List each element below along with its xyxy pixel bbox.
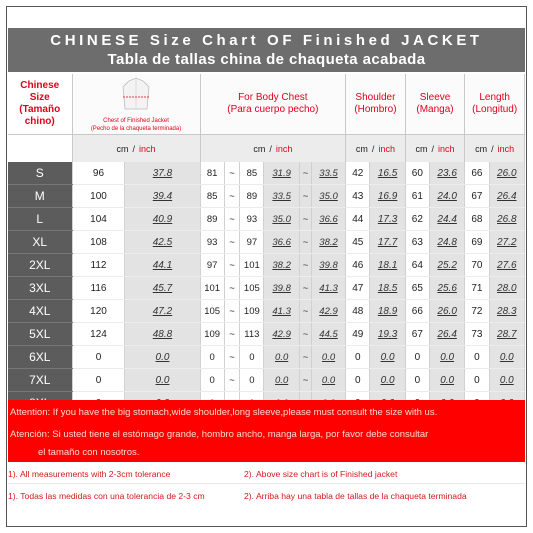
sleeve-cm: 64	[405, 254, 429, 277]
shoulder-inch: 16.5	[370, 162, 405, 185]
header-chest-finished-label: Chest of Finished Jacket	[103, 118, 169, 124]
chest-finished-cm: 120	[72, 300, 125, 323]
sleeve-inch: 25.6	[430, 277, 465, 300]
unit-slash: /	[491, 143, 494, 154]
length-inch: 27.2	[489, 231, 524, 254]
chest-finished-cm: 96	[72, 162, 125, 185]
body-chest-min-cm: 89	[200, 208, 224, 231]
body-chest-max-inch: 42.9	[311, 300, 345, 323]
header-length	[465, 74, 525, 135]
header-chest-finished-label-es: (Pecho de la chaqueta terminada)	[90, 126, 182, 132]
unit-inch: inch	[275, 143, 293, 154]
length-inch: 28.7	[489, 323, 524, 346]
table-row	[8, 208, 525, 231]
length-inch: 26.0	[489, 162, 524, 185]
body-chest-range-sep: ~	[224, 162, 239, 185]
chest-finished-inch: 42.5	[125, 231, 200, 254]
chest-finished-cm: 116	[72, 277, 125, 300]
size-cell: 3XL	[8, 277, 72, 300]
chart-title-banner	[8, 28, 525, 72]
note-1-english: 1). All measurements with 2-3cm tolerance	[8, 469, 171, 479]
sleeve-cm: 65	[405, 277, 429, 300]
header-body-chest	[200, 74, 346, 135]
shoulder-cm: 0	[346, 346, 370, 369]
length-cm: 72	[465, 300, 489, 323]
header-size-line2: Size	[29, 92, 50, 103]
shoulder-cm: 43	[346, 185, 370, 208]
body-chest-inch-sep: ~	[299, 323, 311, 346]
body-chest-min-cm: 85	[200, 185, 224, 208]
body-chest-range-sep: ~	[224, 323, 239, 346]
body-chest-max-cm: 93	[240, 208, 264, 231]
length-cm: 67	[465, 185, 489, 208]
sleeve-inch: 23.6	[430, 162, 465, 185]
length-cm: 0	[465, 369, 489, 392]
table-row	[8, 346, 525, 369]
body-chest-inch-sep: ~	[299, 277, 311, 300]
unit-inch: inch	[378, 143, 395, 154]
header-sleeve	[405, 74, 465, 135]
body-chest-max-inch: 44.5	[311, 323, 345, 346]
body-chest-max-inch: 36.6	[311, 208, 345, 231]
chart-title-spanish: Tabla de tallas china de chaqueta acabada	[107, 51, 426, 68]
unit-slash: /	[431, 143, 435, 154]
sleeve-cm: 66	[405, 300, 429, 323]
size-table	[8, 74, 525, 438]
body-chest-inch-sep: ~	[299, 300, 311, 323]
body-chest-min-cm: 81	[200, 162, 224, 185]
shoulder-inch: 16.9	[370, 185, 405, 208]
header-shoulder-label-es: (Hombro)	[354, 104, 397, 115]
body-chest-max-cm: 89	[240, 185, 264, 208]
units-shoulder	[346, 135, 406, 163]
body-chest-min-inch: 33.5	[264, 185, 299, 208]
chest-finished-inch: 40.9	[125, 208, 200, 231]
body-chest-max-inch: 0.0	[311, 369, 345, 392]
table-row	[8, 277, 525, 300]
header-sleeve-label: Sleeve	[419, 92, 451, 103]
header-length-label-es: (Longitud)	[472, 104, 518, 115]
body-chest-inch-sep: ~	[299, 231, 311, 254]
length-cm: 0	[465, 346, 489, 369]
attention-spanish-line2: el tamaño con nosotros.	[38, 447, 140, 458]
length-inch: 26.4	[489, 185, 524, 208]
chest-finished-cm: 100	[72, 185, 125, 208]
shoulder-inch: 0.0	[370, 369, 405, 392]
header-size	[8, 74, 72, 135]
size-cell: XL	[8, 231, 72, 254]
header-length-label: Length	[479, 92, 510, 103]
body-chest-inch-sep: ~	[299, 185, 311, 208]
length-inch: 28.3	[489, 300, 524, 323]
body-chest-min-inch: 36.6	[264, 231, 299, 254]
note-2-english: 2). Above size chart is of Finished jacket	[244, 469, 398, 479]
unit-slash: /	[269, 143, 272, 154]
header-size-line1: Chinese	[20, 80, 60, 91]
unit-cm: cm	[253, 143, 266, 154]
body-chest-range-sep: ~	[224, 231, 239, 254]
body-chest-min-cm: 0	[200, 369, 224, 392]
shoulder-cm: 42	[346, 162, 370, 185]
body-chest-max-cm: 113	[240, 323, 264, 346]
shoulder-inch: 17.7	[370, 231, 405, 254]
length-cm: 71	[465, 277, 489, 300]
header-shoulder	[346, 74, 406, 135]
sleeve-inch: 26.4	[430, 323, 465, 346]
note-1-spanish: 1). Todas las medidas con una tolerancia de 2-3 cm	[8, 491, 205, 501]
unit-cm: cm	[415, 143, 428, 154]
length-cm: 68	[465, 208, 489, 231]
sleeve-inch: 0.0	[430, 369, 465, 392]
unit-inch: inch	[139, 143, 156, 154]
body-chest-min-inch: 41.3	[264, 300, 299, 323]
shoulder-cm: 48	[346, 300, 370, 323]
chest-finished-cm: 0	[72, 346, 125, 369]
shoulder-inch: 17.3	[370, 208, 405, 231]
sleeve-inch: 0.0	[430, 346, 465, 369]
header-body-chest-label-es: (Para cuerpo pecho)	[227, 104, 319, 115]
unit-cm: cm	[475, 143, 488, 154]
size-cell: S	[8, 162, 72, 185]
length-inch: 27.6	[489, 254, 524, 277]
shoulder-cm: 49	[346, 323, 370, 346]
body-chest-min-cm: 109	[200, 323, 224, 346]
body-chest-inch-sep: ~	[299, 162, 311, 185]
units-body-chest	[200, 135, 346, 163]
units-size-blank	[8, 135, 72, 163]
size-cell: 6XL	[8, 346, 72, 369]
sleeve-cm: 0	[405, 346, 429, 369]
header-sleeve-label-es: (Manga)	[416, 104, 454, 115]
attention-spanish-line1: Atención: Si usted tiene el estómago grande, hombro ancho, manga larga, por favor debe consultar	[10, 429, 429, 440]
note-2-spanish: 2). Arriba hay una tabla de tallas de la chaqueta terminada	[244, 491, 467, 501]
header-body-chest-label: For Body Chest	[238, 92, 308, 103]
table-header-row	[8, 74, 525, 135]
shoulder-inch: 18.1	[370, 254, 405, 277]
body-chest-min-inch: 0.0	[264, 369, 299, 392]
header-chest-finished	[72, 74, 200, 135]
sleeve-cm: 62	[405, 208, 429, 231]
unit-cm: cm	[355, 143, 368, 154]
attention-english: Attention: If you have the big stomach,wide shoulder,long sleeve,please must consult the size with us.	[10, 407, 438, 418]
chest-finished-cm: 124	[72, 323, 125, 346]
body-chest-range-sep: ~	[224, 300, 239, 323]
length-cm: 70	[465, 254, 489, 277]
body-chest-max-inch: 41.3	[311, 277, 345, 300]
body-chest-min-inch: 35.0	[264, 208, 299, 231]
length-inch: 0.0	[489, 346, 524, 369]
chest-finished-cm: 112	[72, 254, 125, 277]
body-chest-max-cm: 109	[240, 300, 264, 323]
body-chest-range-sep: ~	[224, 185, 239, 208]
shoulder-inch: 19.3	[370, 323, 405, 346]
body-chest-inch-sep: ~	[299, 346, 311, 369]
body-chest-max-inch: 39.8	[311, 254, 345, 277]
size-cell: M	[8, 185, 72, 208]
chest-finished-cm: 0	[72, 369, 125, 392]
body-chest-min-inch: 31.9	[264, 162, 299, 185]
body-chest-range-sep: ~	[224, 208, 239, 231]
body-chest-max-cm: 0	[240, 346, 264, 369]
shoulder-cm: 47	[346, 277, 370, 300]
units-length	[465, 135, 525, 163]
jacket-figure-icon	[119, 75, 153, 115]
table-row	[8, 185, 525, 208]
units-chest-finished	[72, 135, 200, 163]
table-row	[8, 231, 525, 254]
body-chest-min-cm: 97	[200, 254, 224, 277]
body-chest-max-cm: 101	[240, 254, 264, 277]
chest-finished-cm: 108	[72, 231, 125, 254]
table-row	[8, 254, 525, 277]
chest-finished-inch: 37.8	[125, 162, 200, 185]
sleeve-cm: 67	[405, 323, 429, 346]
body-chest-inch-sep: ~	[299, 254, 311, 277]
body-chest-inch-sep: ~	[299, 369, 311, 392]
body-chest-max-cm: 97	[240, 231, 264, 254]
body-chest-max-inch: 38.2	[311, 231, 345, 254]
shoulder-inch: 18.9	[370, 300, 405, 323]
chest-finished-inch: 39.4	[125, 185, 200, 208]
body-chest-min-inch: 0.0	[264, 346, 299, 369]
body-chest-min-cm: 0	[200, 346, 224, 369]
body-chest-max-cm: 0	[240, 369, 264, 392]
size-cell: 5XL	[8, 323, 72, 346]
chart-title-english: CHINESE Size Chart OF Finished JACKET	[50, 32, 483, 49]
shoulder-cm: 46	[346, 254, 370, 277]
header-size-line3: (Tamaño	[19, 104, 61, 115]
header-shoulder-label: Shoulder	[355, 92, 396, 103]
sleeve-inch: 24.8	[430, 231, 465, 254]
attention-banner	[8, 400, 525, 462]
sleeve-inch: 24.4	[430, 208, 465, 231]
table-row	[8, 162, 525, 185]
length-inch: 0.0	[489, 369, 524, 392]
shoulder-cm: 44	[346, 208, 370, 231]
body-chest-inch-sep: ~	[299, 208, 311, 231]
shoulder-inch: 0.0	[370, 346, 405, 369]
unit-slash: /	[132, 143, 135, 154]
unit-inch: inch	[438, 143, 455, 154]
length-inch: 28.0	[489, 277, 524, 300]
unit-inch: inch	[497, 143, 515, 154]
body-chest-range-sep: ~	[224, 254, 239, 277]
length-cm: 69	[465, 231, 489, 254]
notes-divider	[8, 483, 525, 484]
sleeve-inch: 26.0	[430, 300, 465, 323]
size-cell: 7XL	[8, 369, 72, 392]
length-inch: 26.8	[489, 208, 524, 231]
sleeve-cm: 63	[405, 231, 429, 254]
length-cm: 66	[465, 162, 489, 185]
body-chest-max-cm: 105	[240, 277, 264, 300]
chest-finished-inch: 47.2	[125, 300, 200, 323]
body-chest-min-inch: 42.9	[264, 323, 299, 346]
shoulder-inch: 18.5	[370, 277, 405, 300]
body-chest-max-inch: 33.5	[311, 162, 345, 185]
body-chest-range-sep: ~	[224, 346, 239, 369]
size-cell: L	[8, 208, 72, 231]
body-chest-min-inch: 38.2	[264, 254, 299, 277]
body-chest-max-inch: 35.0	[311, 185, 345, 208]
body-chest-max-cm: 85	[240, 162, 264, 185]
unit-cm: cm	[116, 143, 129, 154]
size-cell: 4XL	[8, 300, 72, 323]
length-cm: 73	[465, 323, 489, 346]
chest-finished-inch: 48.8	[125, 323, 200, 346]
unit-slash: /	[371, 143, 375, 154]
chest-finished-cm: 104	[72, 208, 125, 231]
notes-section	[8, 466, 525, 526]
table-row	[8, 369, 525, 392]
sleeve-inch: 25.2	[430, 254, 465, 277]
table-row	[8, 323, 525, 346]
sleeve-cm: 0	[405, 369, 429, 392]
sleeve-cm: 61	[405, 185, 429, 208]
chest-finished-inch: 0.0	[125, 369, 200, 392]
shoulder-cm: 0	[346, 369, 370, 392]
chest-finished-inch: 45.7	[125, 277, 200, 300]
body-chest-range-sep: ~	[224, 369, 239, 392]
sleeve-inch: 24.0	[430, 185, 465, 208]
chest-finished-inch: 44.1	[125, 254, 200, 277]
sleeve-cm: 60	[405, 162, 429, 185]
body-chest-max-inch: 0.0	[311, 346, 345, 369]
body-chest-min-inch: 39.8	[264, 277, 299, 300]
table-row	[8, 300, 525, 323]
body-chest-min-cm: 105	[200, 300, 224, 323]
units-sleeve	[405, 135, 465, 163]
header-size-line4: chino)	[24, 116, 55, 127]
size-cell: 2XL	[8, 254, 72, 277]
shoulder-cm: 45	[346, 231, 370, 254]
chest-finished-inch: 0.0	[125, 346, 200, 369]
body-chest-min-cm: 101	[200, 277, 224, 300]
body-chest-range-sep: ~	[224, 277, 239, 300]
units-row	[8, 135, 525, 163]
body-chest-min-cm: 93	[200, 231, 224, 254]
